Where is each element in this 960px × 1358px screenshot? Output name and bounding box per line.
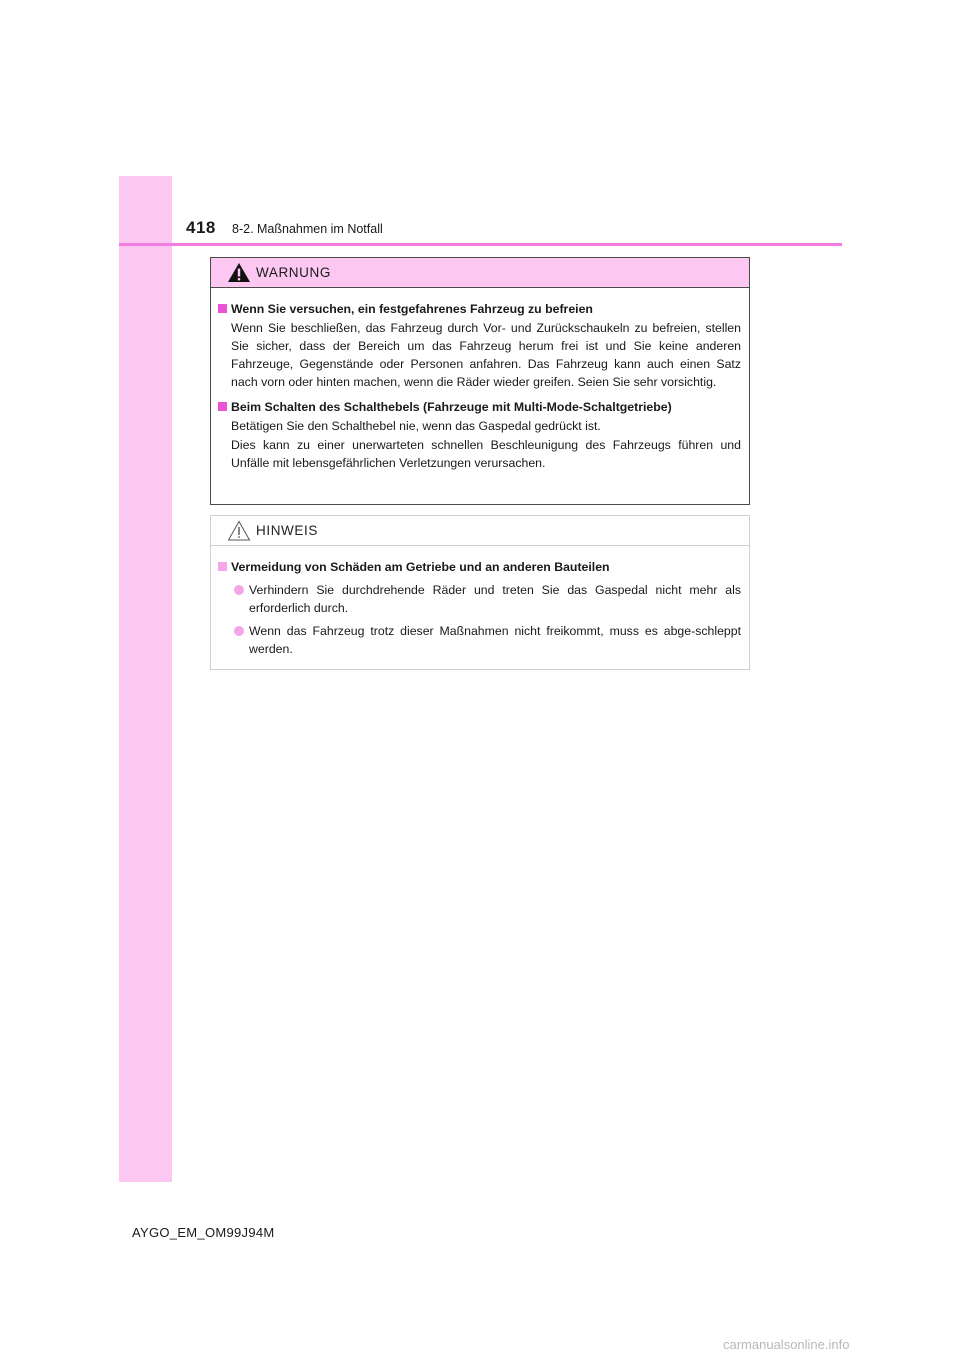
- header-rule: [119, 243, 842, 246]
- circle-bullet-icon: [234, 585, 244, 595]
- notice-header: [211, 516, 749, 546]
- square-bullet-icon: [218, 562, 227, 571]
- document-code: AYGO_EM_OM99J94M: [132, 1225, 275, 1240]
- warning-item: [218, 300, 741, 391]
- notice-bullet: Verhindern Sie durchdrehende Räder und treten Sie das Gaspedal nicht mehr als erforderlich durch.: [218, 581, 741, 617]
- warning-header: [211, 258, 749, 288]
- notice-label: HINWEIS: [256, 523, 318, 538]
- chapter-side-tab: [119, 176, 172, 1182]
- warning-body: [211, 288, 749, 472]
- circle-bullet-icon: [234, 626, 244, 636]
- warning-item-text: Betätigen Sie den Schalthebel nie, wenn das Gaspedal gedrückt ist.: [231, 419, 601, 433]
- warning-item-title: Beim Schalten des Schalthebels (Fahrzeuge mit Multi-Mode-Schaltgetriebe): [231, 400, 672, 414]
- warning-box: [210, 257, 750, 505]
- square-bullet-icon: [218, 402, 227, 411]
- warning-item-title: Wenn Sie versuchen, ein festgefahrenes Fahrzeug zu befreien: [231, 302, 593, 316]
- notice-bullet: Wenn das Fahrzeug trotz dieser Maßnahmen nicht freikommt, muss es abge-schleppt werden.: [218, 622, 741, 658]
- page-number: 418: [186, 218, 216, 237]
- watermark: carmanualsonline.info: [723, 1337, 850, 1352]
- notice-item: [218, 558, 741, 658]
- warning-item-text: Dies kann zu einer unerwarteten schnellen Beschleunigung des Fahrzeugs führen und Unfälle mit lebensgefährlichen Verletzungen verursachen.: [231, 438, 741, 470]
- notice-triangle-icon: [227, 520, 251, 541]
- notice-body: [211, 546, 749, 658]
- warning-triangle-icon: [227, 262, 251, 283]
- warning-label: WARNUNG: [256, 265, 331, 280]
- notice-item-title: Vermeidung von Schäden am Getriebe und an anderen Bauteilen: [231, 560, 610, 574]
- notice-box: [210, 515, 750, 670]
- section-title: 8-2. Maßnahmen im Notfall: [232, 222, 383, 236]
- square-bullet-icon: [218, 304, 227, 313]
- warning-item-text: Wenn Sie beschließen, das Fahrzeug durch Vor- und Zurückschaukeln zu befreien, stellen Sie sicher, dass der Bereich um das Fahrzeug herum frei ist und Sie keine anderen Fahrzeuge, Gegenstände oder Personen anfahren. Das Fahrzeug kann auch einen Satz nach vorn oder hinten machen, wenn die Räder wieder greifen. Seien Sie sehr vorsichtig.: [231, 321, 741, 389]
- warning-item: [218, 398, 741, 472]
